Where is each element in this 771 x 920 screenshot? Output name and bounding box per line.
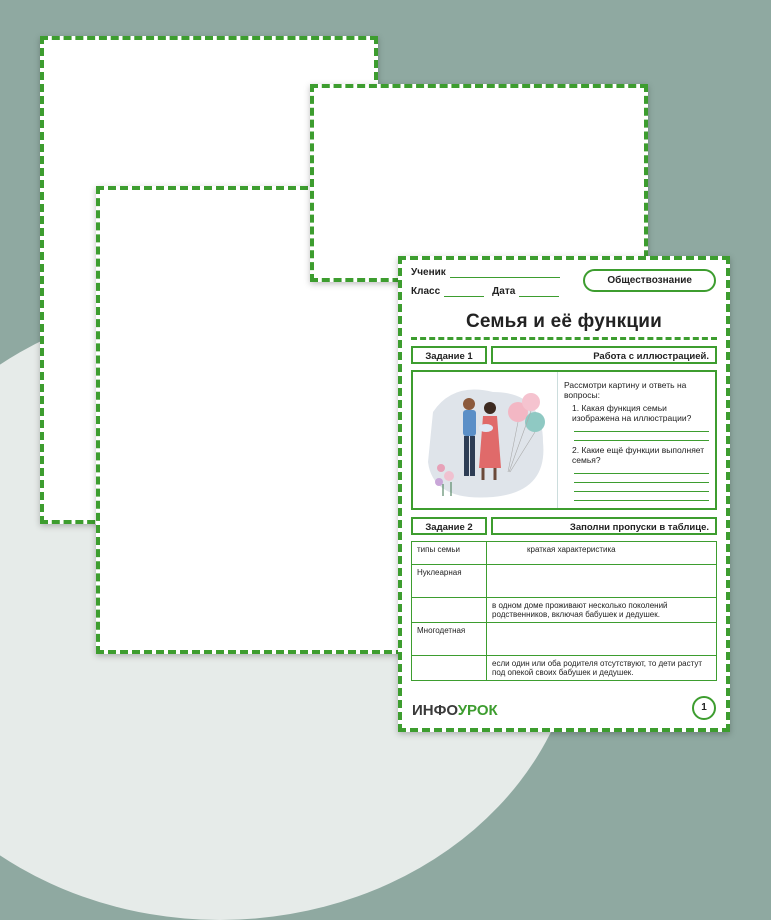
date-label: Дата <box>492 286 516 297</box>
task1-number: Задание 1 <box>411 346 487 364</box>
task2-title: Заполни пропуски в таблице. <box>491 517 717 535</box>
back-worksheet-right <box>310 84 648 282</box>
student-name-field[interactable] <box>450 267 560 278</box>
task2-number: Задание 2 <box>411 517 487 535</box>
answer-line[interactable] <box>574 434 709 441</box>
student-label: Ученик <box>411 267 446 278</box>
answer-line[interactable] <box>574 476 709 483</box>
task1-title: Работа с иллюстрацией. <box>491 346 717 364</box>
task1-header <box>411 346 717 364</box>
family-types-table <box>411 541 717 681</box>
infourok-logo <box>412 702 498 719</box>
dashed-divider <box>411 337 717 340</box>
task1-intro: Рассмотри картину и ответь на вопросы: <box>564 380 687 400</box>
table-cell-blank[interactable] <box>487 565 717 598</box>
table-cell: типы семьи <box>412 542 487 565</box>
table-cell-blank[interactable] <box>487 623 717 656</box>
logo-part2: УРОК <box>457 702 498 719</box>
table-cell: в одном доме проживают несколько поколений родственников, включая бабушек и дедушек. <box>487 598 717 623</box>
table-row <box>412 656 717 681</box>
table-row <box>412 542 717 565</box>
table-cell: Многодетная <box>412 623 487 656</box>
table-row <box>412 598 717 623</box>
family-illustration <box>413 372 558 508</box>
page-title: Семья и её функции <box>465 311 663 332</box>
task1-body <box>411 370 717 510</box>
answer-line[interactable] <box>574 494 709 501</box>
task1-question-1: 1. Какая функция семьи изображена на иллюстрации? <box>572 403 692 423</box>
class-field[interactable] <box>444 286 484 297</box>
answer-line[interactable] <box>574 467 709 474</box>
task1-questions <box>558 372 715 508</box>
table-cell-blank[interactable] <box>412 656 487 681</box>
answer-line[interactable] <box>574 425 709 432</box>
table-cell-blank[interactable] <box>412 598 487 623</box>
logo-part1: ИНФО <box>412 702 458 719</box>
table-row <box>412 623 717 656</box>
front-worksheet <box>398 256 730 732</box>
class-label: Класс <box>411 286 441 297</box>
page-number: 1 <box>692 696 716 720</box>
task1-question-2: 2. Какие ещё функции выполняет семья? <box>572 445 705 465</box>
table-cell: если один или оба родителя отсутствуют, то дети растут под опекой своих бабушек и дедушек. <box>487 656 717 681</box>
table-cell: краткая характеристика <box>487 542 717 565</box>
task2-header <box>411 517 717 535</box>
answer-line[interactable] <box>574 485 709 492</box>
date-field[interactable] <box>519 286 559 297</box>
subject-badge: Обществознание <box>583 269 716 292</box>
table-cell: Нуклеарная <box>412 565 487 598</box>
table-row <box>412 565 717 598</box>
